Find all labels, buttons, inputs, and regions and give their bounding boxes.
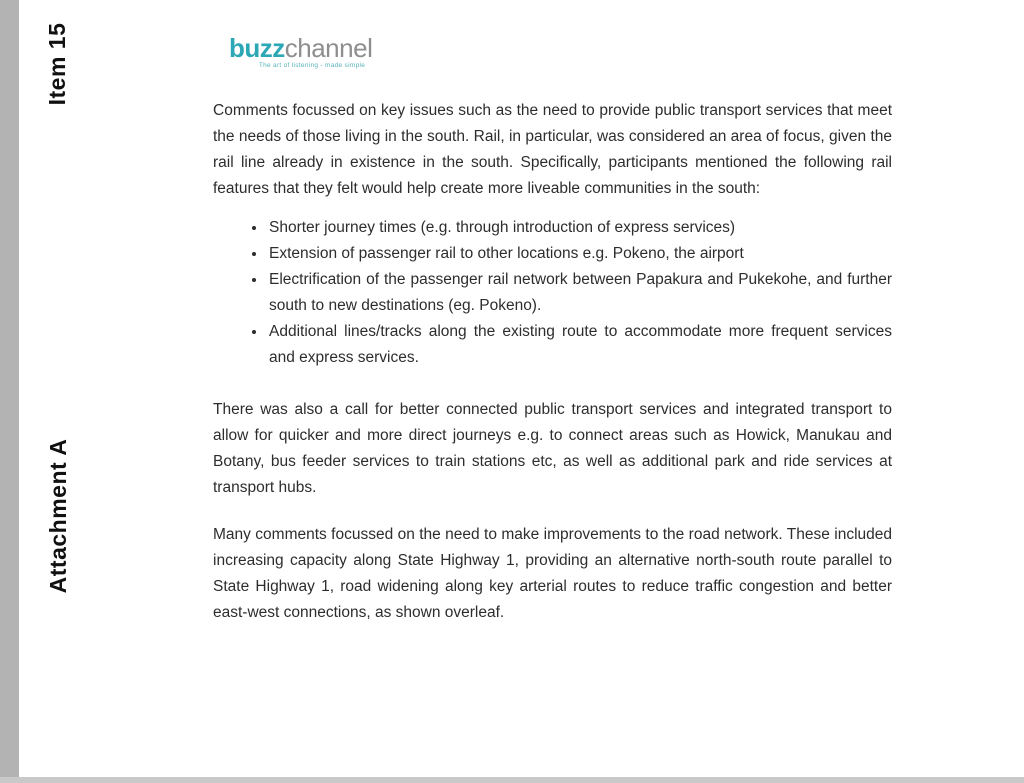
logo-tagline: The art of listening - made simple — [258, 62, 366, 69]
body-text — [213, 98, 892, 626]
list-item: • Additional lines/tracks along the existing route to accommodate more frequent services and express services. — [267, 319, 892, 371]
rail-features-list — [213, 215, 892, 371]
list-item: • Extension of passenger rail to other locations e.g. Pokeno, the airport — [267, 241, 892, 267]
list-item: • Electrification of the passenger rail network between Papakura and Pukekohe, and further south to new destinations (eg. Pokeno). — [267, 267, 892, 319]
scan-bottom-band — [0, 777, 1024, 783]
buzzchannel-logo — [229, 35, 381, 70]
paragraph-connected-transport: There was also a call for better connected public transport services and integrated transport to allow for quicker and more direct journeys e.g. to connect areas such as Howick, Manukau and Botany, bus feeder services to train stations etc, as well as additional park and ride services at transport hubs. — [213, 400, 892, 496]
paragraph-road-network: Many comments focussed on the need to make improvements to the road network. These included increasing capacity along State Highway 1, providing an alternative north-south route parallel to State Highway 1, road widening along key arterial routes to reduce traffic congestion and better east-west connections, as shown overleaf. — [213, 525, 892, 621]
logo-buzz-text: buzz — [229, 33, 285, 63]
paragraph-public-transport: Comments focussed on key issues such as the need to provide public transport services that meet the needs of those living in the south. Rail, in particular, was considered an area of focus, given the rail line already in existence in the south. Specifically, participants mentioned the following rail features that they felt would help create more liveable communities in the south: — [213, 101, 892, 197]
logo-channel-text: channel — [284, 33, 373, 63]
vertical-label-attachment-a: Attachment A — [45, 438, 71, 594]
vertical-label-item-15: Item 15 — [44, 22, 70, 106]
document-content — [213, 0, 892, 626]
scan-edge-strip — [0, 0, 19, 777]
buzzchannel-logo-wordmark — [229, 35, 381, 61]
list-item: • Shorter journey times (e.g. through introduction of express services) — [267, 215, 892, 241]
